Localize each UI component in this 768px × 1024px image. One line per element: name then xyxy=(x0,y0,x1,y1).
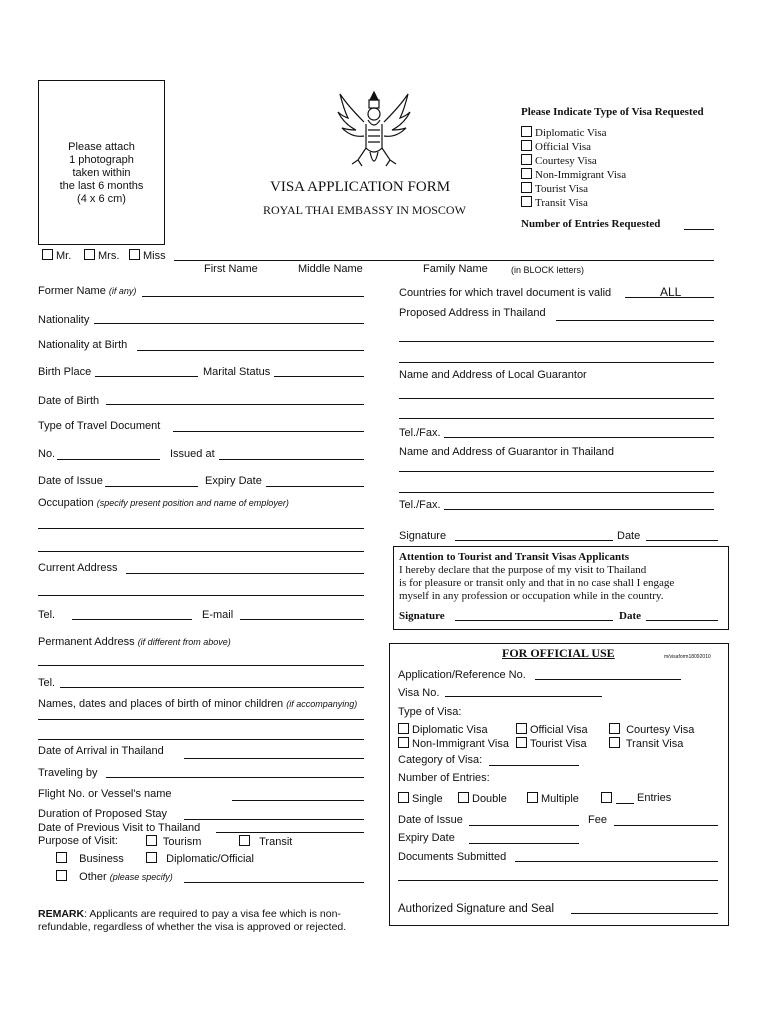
option-label: Transit xyxy=(259,836,293,848)
proposed-address-line-3[interactable] xyxy=(399,362,714,363)
option-label: Official Visa xyxy=(535,141,592,153)
title-label: Mrs. xyxy=(98,250,120,262)
permanent-address-label xyxy=(38,636,231,649)
photo-box[interactable] xyxy=(38,80,165,245)
documents-label: Documents Submitted xyxy=(398,851,507,863)
photo-line: taken within xyxy=(72,167,131,179)
checkbox[interactable] xyxy=(521,168,532,179)
occupation-line-2[interactable] xyxy=(38,551,364,552)
checkbox[interactable] xyxy=(56,852,67,863)
checkbox[interactable] xyxy=(398,737,409,748)
purpose-diplomatic[interactable] xyxy=(146,852,254,866)
option-label: Courtesy Visa xyxy=(535,155,597,167)
expiry-date-label: Expiry Date xyxy=(205,475,262,487)
visa-option-tourist[interactable] xyxy=(521,182,588,196)
official-date-issue-label: Date of Issue xyxy=(398,814,463,826)
label-note: (if accompanying) xyxy=(286,699,358,709)
type-of-visa-label: Type of Visa: xyxy=(398,706,462,718)
travel-document-label: Type of Travel Document xyxy=(38,420,161,432)
remark-label: REMARK xyxy=(38,908,85,920)
option-label: Non-Immigrant Visa xyxy=(535,169,627,181)
official-diplomatic[interactable] xyxy=(398,723,488,737)
official-non-immigrant[interactable] xyxy=(398,737,509,751)
remark-line-1 xyxy=(38,908,341,921)
flight-label: Flight No. or Vessel's name xyxy=(38,788,172,800)
guarantor-thailand-line-1[interactable] xyxy=(399,471,714,472)
title-mrs[interactable] xyxy=(84,249,119,263)
proposed-address-line-2[interactable] xyxy=(399,341,714,342)
checkbox[interactable] xyxy=(609,737,620,748)
form-title: VISA APPLICATION FORM xyxy=(270,179,451,195)
official-transit[interactable] xyxy=(609,737,683,751)
option-label: Tourism xyxy=(162,836,202,848)
reference-no-field[interactable] xyxy=(535,679,681,680)
minor-children-line-2[interactable] xyxy=(38,739,364,740)
photo-line: Please attach xyxy=(68,141,135,153)
official-date-issue-field[interactable] xyxy=(469,825,579,826)
previous-visit-label: Date of Previous Visit to Thailand xyxy=(38,822,201,834)
telfax-local-field[interactable] xyxy=(444,437,714,438)
label-note: (if different from above) xyxy=(137,637,231,647)
label-note: (specify present position and name of employer) xyxy=(96,498,289,508)
purpose-label: Purpose of Visit: xyxy=(38,835,118,847)
option-label: Diplomatic Visa xyxy=(412,724,488,736)
official-expiry-label: Expiry Date xyxy=(398,832,455,844)
purpose-transit[interactable] xyxy=(239,835,292,849)
family-name-label: Family Name xyxy=(423,263,488,275)
arrival-date-label: Date of Arrival in Thailand xyxy=(38,745,164,757)
previous-visit-field[interactable] xyxy=(216,832,364,833)
issued-at-label: Issued at xyxy=(170,448,215,460)
checkbox[interactable] xyxy=(398,792,409,803)
visa-option-official[interactable] xyxy=(521,140,591,154)
option-label: Tourist Visa xyxy=(530,738,587,750)
option-label: Transit Visa xyxy=(625,738,684,750)
birth-place-field[interactable] xyxy=(95,376,198,377)
entries-number-field[interactable] xyxy=(616,803,634,804)
checkbox[interactable] xyxy=(521,126,532,137)
form-code: m/visaform18092010 xyxy=(664,654,711,660)
photo-instructions xyxy=(39,141,164,206)
checkbox[interactable] xyxy=(521,140,532,151)
birth-place-label: Birth Place xyxy=(38,366,92,378)
local-guarantor-label: Name and Address of Local Guarantor xyxy=(399,369,587,381)
embassy-subtitle: ROYAL THAI EMBASSY IN MOSCOW xyxy=(263,203,466,217)
title-label: Miss xyxy=(143,250,166,262)
visa-no-label: Visa No. xyxy=(398,687,440,699)
telfax-guarantor-field[interactable] xyxy=(444,509,714,510)
purpose-other-field[interactable] xyxy=(184,882,364,883)
official-courtesy[interactable] xyxy=(609,723,694,737)
email-label: E-mail xyxy=(202,609,234,621)
local-guarantor-line-1[interactable] xyxy=(399,398,714,399)
authorized-signature-label: Authorized Signature and Seal xyxy=(398,903,554,915)
checkbox[interactable] xyxy=(56,870,67,881)
official-expiry-field[interactable] xyxy=(469,843,579,844)
entries-double[interactable] xyxy=(458,792,507,806)
travel-document-field[interactable] xyxy=(173,431,364,432)
tel-field[interactable] xyxy=(72,619,192,620)
checkbox[interactable] xyxy=(521,154,532,165)
label-text: Former Name xyxy=(38,285,106,297)
proposed-address-label: Proposed Address in Thailand xyxy=(399,307,546,319)
entries-multiple[interactable] xyxy=(527,792,579,806)
minor-children-label xyxy=(38,698,357,711)
local-guarantor-line-2[interactable] xyxy=(399,418,714,419)
reference-no-label: Application/Reference No. xyxy=(398,669,526,681)
checkbox[interactable] xyxy=(42,249,53,260)
documents-line-1[interactable] xyxy=(515,861,718,862)
telfax-guarantor-label: Tel./Fax. xyxy=(399,499,441,511)
current-address-label: Current Address xyxy=(38,562,118,574)
attention-title: Attention to Tourist and Transit Visas Applicants xyxy=(399,551,630,563)
option-label: Business xyxy=(79,853,124,865)
purpose-tourism[interactable] xyxy=(146,835,201,849)
nationality-birth-label: Nationality at Birth xyxy=(38,339,128,351)
dob-label: Date of Birth xyxy=(38,395,100,407)
signature-label: Signature xyxy=(399,530,447,542)
number-entries-label: Number of Entries: xyxy=(398,772,490,784)
option-label: Official Visa xyxy=(530,724,588,736)
option-label: Diplomatic Visa xyxy=(535,127,607,139)
official-use-title: FOR OFFICIAL USE xyxy=(502,646,615,660)
visa-option-diplomatic[interactable] xyxy=(521,126,607,140)
attention-signature-label: Signature xyxy=(399,610,445,622)
entries-requested-label: Number of Entries Requested xyxy=(521,218,661,230)
garuda-emblem-icon xyxy=(334,86,414,172)
block-letters-note: (in BLOCK letters) xyxy=(511,265,585,275)
dob-field[interactable] xyxy=(106,404,364,405)
label-text: Permanent Address xyxy=(38,636,135,648)
date-field[interactable] xyxy=(646,540,718,541)
telfax-local-label: Tel./Fax. xyxy=(399,427,441,439)
marital-status-field[interactable] xyxy=(274,376,364,377)
guarantor-thailand-line-2[interactable] xyxy=(399,492,714,493)
official-official[interactable] xyxy=(516,723,588,737)
attention-line-1: I hereby declare that the purpose of my visit to Thailand xyxy=(399,564,647,576)
date-of-issue-label: Date of Issue xyxy=(38,475,103,487)
purpose-other[interactable] xyxy=(56,870,173,884)
tel-permanent-label: Tel. xyxy=(38,677,56,689)
flight-field[interactable] xyxy=(232,800,364,801)
expiry-date-field[interactable] xyxy=(266,486,364,487)
name-field[interactable] xyxy=(174,260,714,261)
checkbox[interactable] xyxy=(458,792,469,803)
email-field[interactable] xyxy=(240,619,364,620)
option-label: Double xyxy=(472,793,507,805)
remark-text: : Applicants are required to pay a visa fee which is non- xyxy=(84,908,341,920)
tel-label: Tel. xyxy=(38,609,56,621)
checkbox[interactable] xyxy=(521,182,532,193)
option-label: Courtesy Visa xyxy=(626,724,695,736)
issued-at-field[interactable] xyxy=(219,459,364,460)
documents-line-2[interactable] xyxy=(398,880,718,881)
nationality-field[interactable] xyxy=(94,323,364,324)
proposed-address-line-1[interactable] xyxy=(556,320,714,321)
label-text: Names, dates and places of birth of minor children xyxy=(38,698,284,710)
document-no-field[interactable] xyxy=(57,459,160,460)
entries-number-checkbox[interactable] xyxy=(601,792,612,803)
traveling-by-label: Traveling by xyxy=(38,767,98,779)
title-mr[interactable] xyxy=(42,249,71,263)
checkbox[interactable] xyxy=(239,835,250,846)
former-name-field[interactable] xyxy=(142,296,364,297)
photo-line: the last 6 months xyxy=(59,180,144,192)
checkbox[interactable] xyxy=(527,792,538,803)
entries-requested-field[interactable] xyxy=(684,229,714,230)
attention-date-label: Date xyxy=(619,610,641,622)
document-no-label: No. xyxy=(38,448,56,460)
option-label: Non-Immigrant Visa xyxy=(412,738,509,750)
visa-type-heading: Please Indicate Type of Visa Requested xyxy=(521,106,704,118)
guarantor-thailand-label: Name and Address of Guarantor in Thailand xyxy=(399,446,615,458)
option-label: Diplomatic/Official xyxy=(166,853,254,865)
checkbox[interactable] xyxy=(609,723,620,734)
fee-label: Fee xyxy=(588,814,607,826)
first-name-label: First Name xyxy=(204,263,258,275)
nationality-birth-field[interactable] xyxy=(137,350,364,351)
countries-label: Countries for which travel document is valid xyxy=(399,287,612,299)
category-field[interactable] xyxy=(489,765,579,766)
label-note: (if any) xyxy=(108,286,137,296)
purpose-business[interactable] xyxy=(56,852,124,866)
official-tourist[interactable] xyxy=(516,737,587,751)
checkbox[interactable] xyxy=(146,835,157,846)
date-label: Date xyxy=(617,530,641,542)
traveling-by-field[interactable] xyxy=(106,777,364,778)
checkbox[interactable] xyxy=(398,723,409,734)
title-miss[interactable] xyxy=(129,249,166,263)
checkbox[interactable] xyxy=(129,249,140,260)
option-label: Transit Visa xyxy=(535,197,588,209)
visa-option-courtesy[interactable] xyxy=(521,154,597,168)
visa-option-transit[interactable] xyxy=(521,196,588,210)
checkbox[interactable] xyxy=(516,723,527,734)
duration-field[interactable] xyxy=(184,819,364,820)
fee-field[interactable] xyxy=(614,825,718,826)
current-address-line-2[interactable] xyxy=(38,595,364,596)
label-note: (please specify) xyxy=(109,872,173,882)
tel-permanent-field[interactable] xyxy=(60,687,364,688)
former-name-label xyxy=(38,285,136,298)
occupation-line-1[interactable] xyxy=(38,528,364,529)
checkbox[interactable] xyxy=(84,249,95,260)
arrival-date-field[interactable] xyxy=(184,758,364,759)
permanent-address-field[interactable] xyxy=(38,665,364,666)
visa-no-field[interactable] xyxy=(445,696,602,697)
nationality-label: Nationality xyxy=(38,314,90,326)
checkbox[interactable] xyxy=(146,852,157,863)
option-label: Tourist Visa xyxy=(535,183,589,195)
option-label: Multiple xyxy=(541,793,579,805)
option-label: Other xyxy=(79,871,107,883)
attention-line-3: myself in any profession or occupation while in the country. xyxy=(399,590,664,602)
visa-option-non-immigrant[interactable] xyxy=(521,168,626,182)
photo-line: (4 x 6 cm) xyxy=(77,193,126,205)
label-text: Occupation xyxy=(38,497,94,509)
title-label: Mr. xyxy=(56,250,72,262)
photo-line: 1 photograph xyxy=(69,154,134,166)
entries-single[interactable] xyxy=(398,792,443,806)
entries-label: Entries xyxy=(637,792,672,804)
authorized-signature-field[interactable] xyxy=(571,913,718,914)
date-of-issue-field[interactable] xyxy=(105,486,198,487)
occupation-label xyxy=(38,497,289,510)
marital-status-label: Marital Status xyxy=(203,366,271,378)
signature-field[interactable] xyxy=(455,540,613,541)
category-label: Category of Visa: xyxy=(398,754,483,766)
checkbox[interactable] xyxy=(521,196,532,207)
remark-line-2: refundable, regardless of whether the visa is approved or rejected. xyxy=(38,921,347,933)
countries-value: ALL xyxy=(660,285,682,299)
duration-label: Duration of Proposed Stay xyxy=(38,808,168,820)
minor-children-line-1[interactable] xyxy=(38,719,364,720)
attention-date-field[interactable] xyxy=(646,620,718,621)
attention-signature-field[interactable] xyxy=(455,620,613,621)
attention-line-2: is for pleasure or transit only and that in no case shall I engage xyxy=(399,577,675,589)
middle-name-label: Middle Name xyxy=(298,263,363,275)
current-address-line-1[interactable] xyxy=(126,573,364,574)
checkbox[interactable] xyxy=(516,737,527,748)
option-label: Single xyxy=(412,793,443,805)
